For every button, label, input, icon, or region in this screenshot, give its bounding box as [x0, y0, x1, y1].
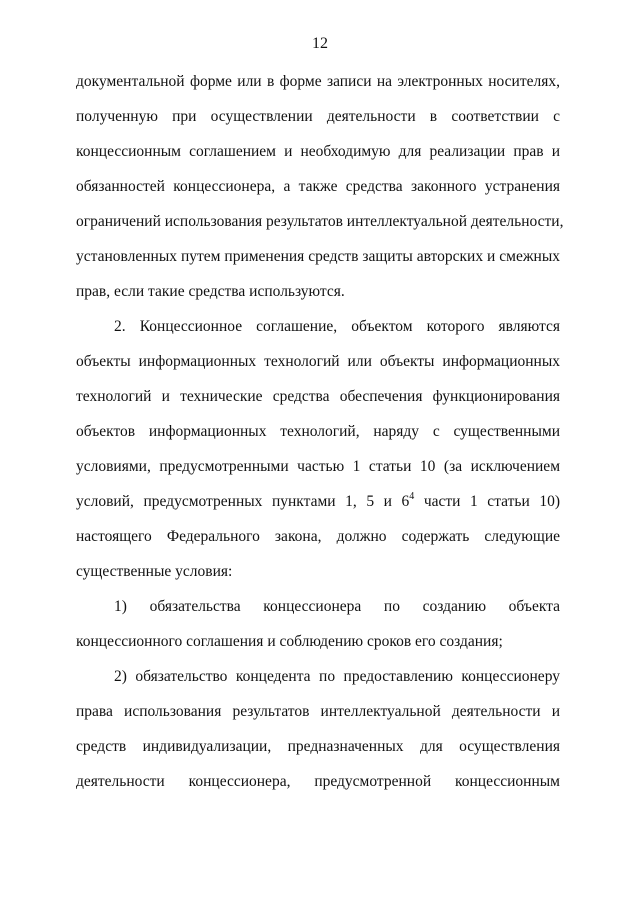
list-item-line: средств индивидуализации, предназначенных для осуществления [76, 738, 560, 755]
text-line: объектов информационных технологий, наряду с существенными [76, 423, 560, 440]
text-line: 2. Концессионное соглашение, объектом которого являются [114, 318, 560, 335]
text-line: технологий и технические средства обеспечения функционирования [76, 388, 560, 405]
text-line: условиями, предусмотренными частью 1 статьи 10 (за исключением [76, 458, 560, 475]
text-line: полученную при осуществлении деятельности в соответствии с [76, 108, 560, 125]
text-line: установленных путем применения средств защиты авторских и смежных [76, 248, 560, 265]
text-line: существенные условия: [76, 563, 233, 580]
text-line: концессионным соглашением и необходимую для реализации прав и [76, 143, 560, 160]
text-line: документальной форме или в форме записи на электронных носителях, [76, 73, 560, 90]
text-line: объекты информационных технологий или объекты информационных [76, 353, 560, 370]
text-fragment: условий, предусмотренных пунктами 1, 5 и 6 [76, 493, 410, 510]
text-line: обязанностей концессионера, а также средства законного устранения [76, 178, 560, 195]
page-number: 12 [312, 35, 328, 52]
text-line: настоящего Федерального закона, должно содержать следующие [76, 528, 560, 545]
list-item-line: 2) обязательство концедента по предоставлению концессионеру [114, 668, 560, 685]
superscript: 4 [409, 490, 415, 502]
list-item-line: права использования результатов интеллектуальной деятельности и [76, 703, 560, 720]
text-line: прав, если такие средства используются. [76, 283, 345, 300]
text-line-with-superscript [76, 492, 560, 512]
text-fragment: части 1 статьи 10) [414, 493, 560, 510]
text-line: ограничений использования результатов интеллектуальной деятельности, [76, 213, 564, 230]
list-item-line: концессионного соглашения и соблюдению сроков его создания; [76, 633, 503, 650]
list-item-line: 1) обязательства концессионера по созданию объекта [114, 598, 560, 615]
list-item-line: деятельности концессионера, предусмотренной концессионным [76, 773, 560, 790]
